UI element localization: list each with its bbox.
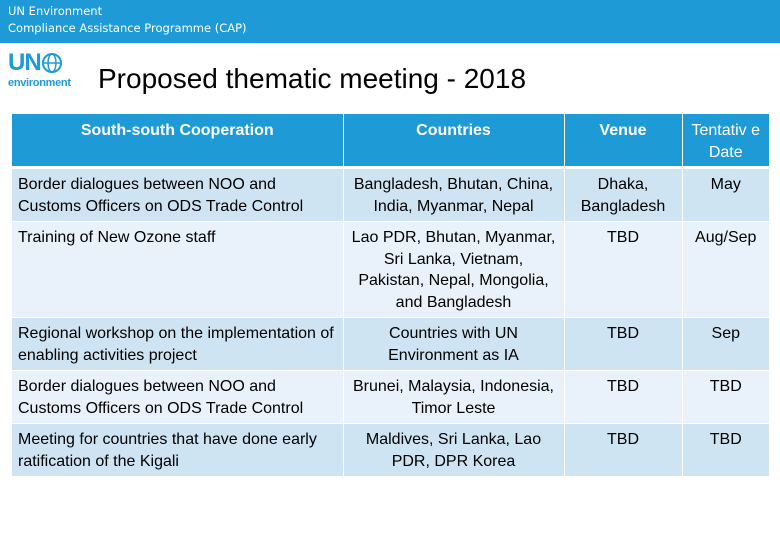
countries-cell: Lao PDR, Bhutan, Myanmar, Sri Lanka, Vietnam, Pakistan, Nepal, Mongolia, and Bangladesh bbox=[343, 222, 564, 318]
countries-cell: Bangladesh, Bhutan, China, India, Myanmar, Nepal bbox=[343, 168, 564, 222]
task-cell: Regional workshop on the implementation of enabling activities project bbox=[12, 318, 343, 371]
venue-cell: TBD bbox=[564, 318, 682, 371]
task-cell: Training of New Ozone staff bbox=[12, 222, 343, 318]
date-cell: TBD bbox=[682, 424, 769, 477]
date-cell: Sep bbox=[682, 318, 769, 371]
org-header-bar bbox=[0, 0, 780, 43]
task-cell: Meeting for countries that have done early ratification of the Kigali bbox=[12, 424, 343, 477]
column-header-date: Tentativ e Date bbox=[682, 114, 769, 168]
table-row bbox=[12, 424, 769, 477]
countries-cell: Countries with UN Environment as IA bbox=[343, 318, 564, 371]
meeting-table bbox=[12, 114, 769, 477]
date-cell: Aug/Sep bbox=[682, 222, 769, 318]
logo-mark: UN bbox=[8, 49, 41, 76]
date-cell: May bbox=[682, 168, 769, 222]
venue-cell: TBD bbox=[564, 424, 682, 477]
programme-name: Compliance Assistance Programme (CAP) bbox=[8, 21, 247, 35]
venue-cell: TBD bbox=[564, 222, 682, 318]
un-environment-logo bbox=[8, 51, 72, 91]
venue-cell: Dhaka, Bangladesh bbox=[564, 168, 682, 222]
slide-title: Proposed thematic meeting - 2018 bbox=[98, 63, 527, 94]
table-row bbox=[12, 168, 769, 222]
column-header-cooperation: South-south Cooperation bbox=[12, 114, 343, 168]
date-cell: TBD bbox=[682, 371, 769, 424]
table-header-row bbox=[12, 114, 769, 168]
logo-wordmark: environment bbox=[8, 77, 71, 89]
venue-cell: TBD bbox=[564, 371, 682, 424]
column-header-countries: Countries bbox=[343, 114, 564, 168]
column-header-venue: Venue bbox=[564, 114, 682, 168]
table-row bbox=[12, 318, 769, 371]
table-row bbox=[12, 222, 769, 318]
org-name: UN Environment bbox=[8, 4, 103, 18]
countries-cell: Maldives, Sri Lanka, Lao PDR, DPR Korea bbox=[343, 424, 564, 477]
task-cell: Border dialogues between NOO and Customs Officers on ODS Trade Control bbox=[12, 371, 343, 424]
table-row bbox=[12, 371, 769, 424]
globe-icon bbox=[41, 52, 63, 74]
task-cell: Border dialogues between NOO and Customs Officers on ODS Trade Control bbox=[12, 168, 343, 222]
countries-cell: Brunei, Malaysia, Indonesia, Timor Leste bbox=[343, 371, 564, 424]
